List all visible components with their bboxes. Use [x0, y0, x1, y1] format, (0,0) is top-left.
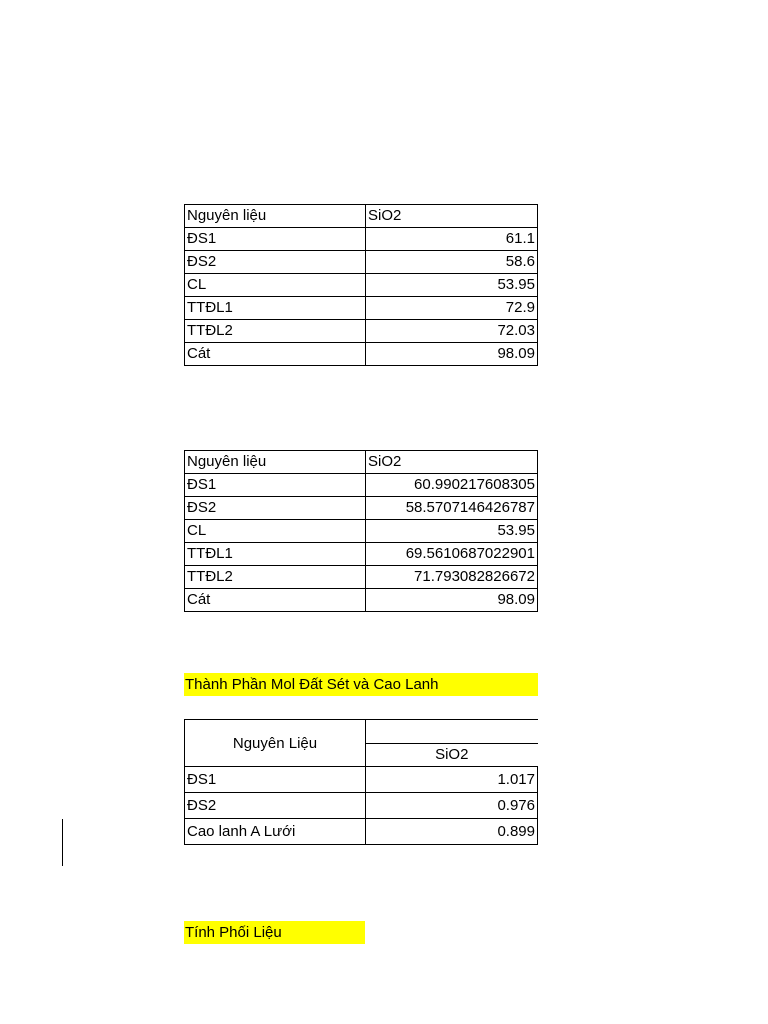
value-cell[interactable]: 0.976 [366, 793, 538, 819]
table-row [185, 589, 538, 612]
table-row [185, 767, 538, 793]
material-cell[interactable]: ĐS2 [185, 793, 366, 819]
sio2-table-2 [184, 450, 538, 612]
material-cell[interactable]: ĐS2 [185, 497, 366, 520]
header-cell-sio2[interactable]: SiO2 [366, 205, 538, 228]
value-cell[interactable]: 61.1 [366, 228, 538, 251]
table-row [185, 320, 538, 343]
value-cell[interactable]: 58.5707146426787 [366, 497, 538, 520]
table-row [185, 297, 538, 320]
material-cell[interactable]: TTĐL1 [185, 543, 366, 566]
table-row [185, 228, 538, 251]
sio2-table-1 [184, 204, 538, 366]
material-cell[interactable]: TTĐL1 [185, 297, 366, 320]
header-cell-group[interactable] [366, 720, 538, 744]
value-cell[interactable]: 72.9 [366, 297, 538, 320]
value-cell[interactable]: 53.95 [366, 274, 538, 297]
material-cell[interactable]: ĐS2 [185, 251, 366, 274]
value-cell[interactable]: 53.95 [366, 520, 538, 543]
material-cell[interactable]: ĐS1 [185, 767, 366, 793]
table-row [185, 274, 538, 297]
section-title-mol-composition[interactable]: Thành Phần Mol Đất Sét và Cao Lanh [184, 673, 538, 696]
table-row [185, 793, 538, 819]
value-cell[interactable]: 58.6 [366, 251, 538, 274]
value-cell[interactable]: 0.899 [366, 819, 538, 845]
material-cell[interactable]: ĐS1 [185, 474, 366, 497]
table-row [185, 474, 538, 497]
value-cell[interactable]: 1.017 [366, 767, 538, 793]
table-row [185, 566, 538, 589]
table-header-row [185, 451, 538, 474]
header-cell-material[interactable]: Nguyên Liệu [185, 720, 366, 767]
table-row [185, 251, 538, 274]
material-cell[interactable]: Cao lanh A Lưới [185, 819, 366, 845]
value-cell[interactable]: 69.5610687022901 [366, 543, 538, 566]
header-cell-sio2[interactable]: SiO2 [366, 451, 538, 474]
mol-composition-table [184, 719, 538, 845]
material-cell[interactable]: CL [185, 274, 366, 297]
table-row [185, 520, 538, 543]
value-cell[interactable]: 98.09 [366, 589, 538, 612]
material-cell[interactable]: TTĐL2 [185, 320, 366, 343]
value-cell[interactable]: 98.09 [366, 343, 538, 366]
header-cell-material[interactable]: Nguyên liệu [185, 205, 366, 228]
value-cell[interactable]: 72.03 [366, 320, 538, 343]
header-cell-sio2[interactable]: SiO2 [366, 743, 538, 767]
table-row [185, 543, 538, 566]
section-title-batch-calculation[interactable]: Tính Phối Liệu [184, 921, 365, 944]
text-cursor [62, 819, 63, 866]
material-cell[interactable]: TTĐL2 [185, 566, 366, 589]
table-header-row [185, 205, 538, 228]
table-row [185, 819, 538, 845]
material-cell[interactable]: Cát [185, 343, 366, 366]
header-cell-material[interactable]: Nguyên liệu [185, 451, 366, 474]
table-row [185, 497, 538, 520]
value-cell[interactable]: 71.793082826672 [366, 566, 538, 589]
material-cell[interactable]: Cát [185, 589, 366, 612]
material-cell[interactable]: CL [185, 520, 366, 543]
table-header-row [185, 720, 538, 744]
table-row [185, 343, 538, 366]
material-cell[interactable]: ĐS1 [185, 228, 366, 251]
value-cell[interactable]: 60.990217608305 [366, 474, 538, 497]
